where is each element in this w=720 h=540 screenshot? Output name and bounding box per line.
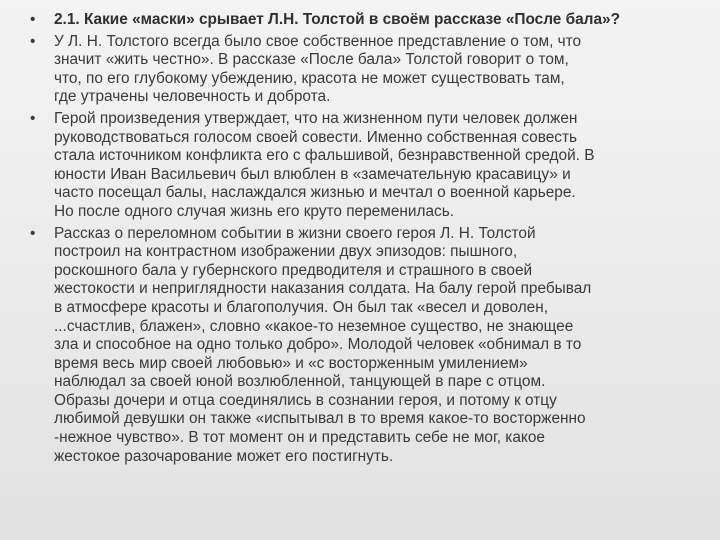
bullet-dot: • bbox=[30, 32, 36, 50]
paragraph-line: ...счастлив, блажен», словно «какое-то неземное существо, не знающее bbox=[54, 317, 574, 335]
heading-text: 2.1. Какие «маски» срывает Л.Н. Толстой в своём рассказе «После бала»? bbox=[54, 11, 620, 28]
paragraph-line: построил на контрастном изображении двух эпизодов: пышного, bbox=[54, 243, 518, 261]
paragraph-line: Герой произведения утверждает, что на жизненном пути человек должен bbox=[54, 109, 578, 127]
paragraph-line: -нежное чувство». В тот момент он и представить себе не мог, какое bbox=[54, 429, 545, 447]
paragraph-line: наблюдал за своей юной возлюбленной, танцующей в паре с отцом. bbox=[54, 373, 546, 391]
paragraph-line: время весь мир своей любовью» и «с восторженным умилением» bbox=[54, 354, 528, 372]
paragraph-line: что, по его глубокому убеждению, красота не может существовать там, bbox=[54, 69, 565, 87]
paragraph-line: У Л. Н. Толстого всегда было свое собственное представление о том, что bbox=[54, 32, 582, 50]
bullet-dot: • bbox=[30, 224, 36, 242]
paragraph-line: стала источником конфликта его с фальшивой, безнравственной средой. В bbox=[54, 147, 595, 165]
paragraph-line: жестокости и непригляднocти наказания солдата. На балу герой пребывал bbox=[54, 280, 592, 298]
paragraph-line: где утрачены человечность и доброта. bbox=[54, 88, 331, 106]
paragraph-line: Но после одного случая жизнь его круто переменилась. bbox=[54, 202, 455, 220]
slide-content bbox=[30, 11, 702, 469]
paragraph-line: роскошного бала у губернского предводителя и страшного в своей bbox=[54, 261, 533, 279]
paragraph-line: значит «жить честно». В рассказе «После бала» Толстой говорит о том, bbox=[54, 51, 569, 69]
paragraph-line: часто посещал балы, наслаждался жизнью и мечтал о военной карьере. bbox=[54, 184, 576, 202]
bullet-list bbox=[30, 11, 702, 466]
paragraph-line: юности Иван Васильевич был влюблен в «замечательную красавицу» и bbox=[54, 165, 571, 183]
bullet-dot: • bbox=[30, 109, 36, 127]
paragraph-line: в атмосфере красоты и благополучия. Он был так «весел и доволен, bbox=[54, 298, 549, 316]
paragraph-line: любимой девушки он также «испытывал в то время какое-то восторженно bbox=[54, 410, 586, 428]
bullet-dot: • bbox=[30, 11, 36, 28]
bullet-item-heading bbox=[30, 11, 702, 30]
paragraph-line: жестокое разочарование может его постигнуть. bbox=[54, 447, 394, 465]
paragraph-line: руководствоваться голосом своей совести. Именно собственная совесть bbox=[54, 128, 578, 146]
bullet-item-hero bbox=[30, 110, 702, 222]
paragraph-line: Образы дочери и отца соединялись в сознании героя, и потому к отцу bbox=[54, 391, 557, 409]
paragraph-line: Рассказ о переломном событии в жизни своего героя Л. Н. Толстой bbox=[54, 224, 536, 242]
paragraph-line: зла и способное на одно только добро». Молодой человек «обнимал в то bbox=[54, 336, 582, 354]
bullet-item-story bbox=[30, 225, 702, 467]
bullet-item-intro bbox=[30, 33, 702, 107]
